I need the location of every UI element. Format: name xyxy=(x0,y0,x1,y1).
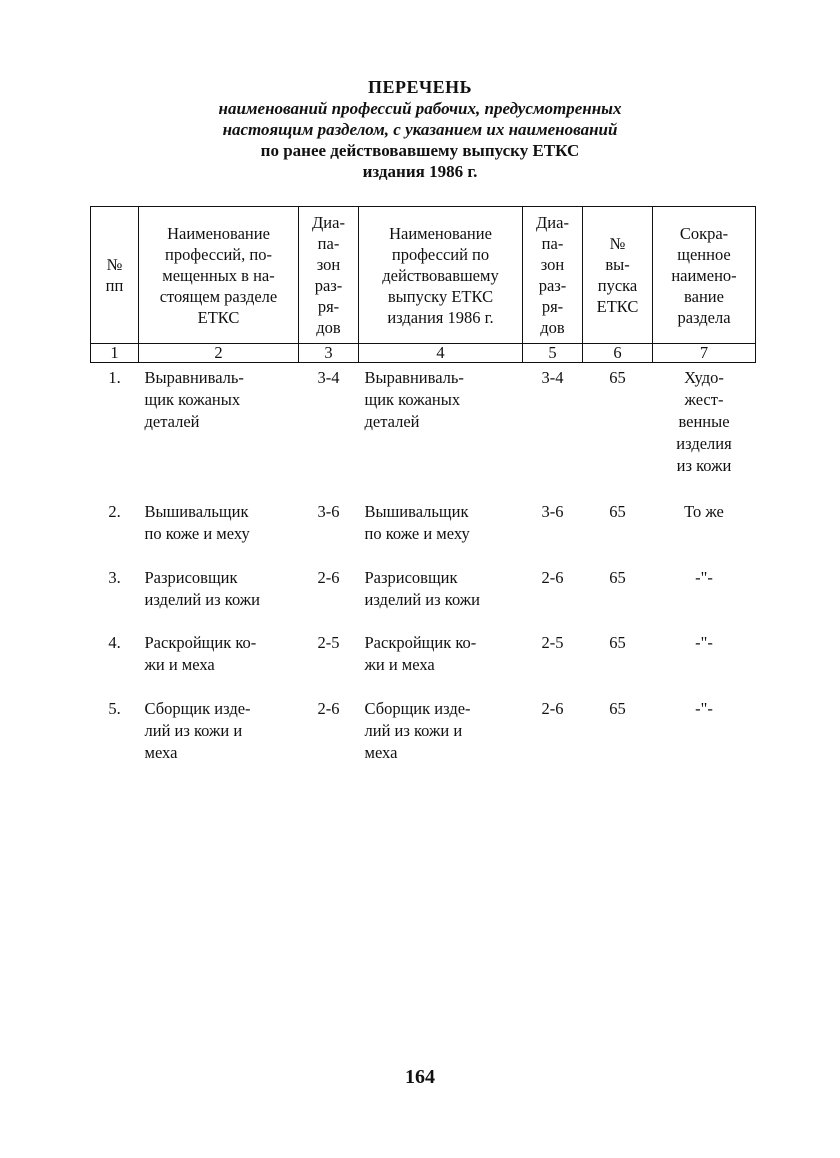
section-name-cell: То же xyxy=(684,501,724,521)
previous-profession-cell: Сборщик изде- лий из кожи и меха xyxy=(364,698,471,762)
current-grade-cell: 2-5 xyxy=(317,632,340,652)
current-profession-cell: Разрисовщик изделий из кожи xyxy=(144,567,261,609)
row-number-cell: 1. xyxy=(108,368,121,387)
current-grade-cell: 3-6 xyxy=(317,501,340,521)
issue-number-cell: 65 xyxy=(609,698,626,718)
current-profession-cell: Раскройщик ко- жи и меха xyxy=(144,632,257,674)
table-row xyxy=(91,497,756,563)
column-number-cell: 6 xyxy=(583,344,653,363)
document-subtitle-line-3: по ранее действовавшему выпуску ЕТКС xyxy=(260,141,580,160)
header-current-grade-range: Диа- па- зон раз- ря- дов xyxy=(299,207,359,344)
document-subtitle-line-4: издания 1986 г. xyxy=(362,162,478,181)
row-number-cell: 3. xyxy=(108,567,121,587)
row-number-cell: 5. xyxy=(108,698,121,718)
table-row xyxy=(91,363,756,497)
column-number-cell: 3 xyxy=(299,344,359,363)
header-current-profession-name: Наименование профессий, по- мещенных в на- стоящем разделе ЕТКС xyxy=(139,207,299,344)
document-subtitle-line-2: настоящим разделом, с указанием их наименований xyxy=(222,120,618,139)
issue-number-cell: 65 xyxy=(609,567,626,587)
table-row xyxy=(91,563,756,628)
section-name-cell: -"- xyxy=(695,698,713,718)
header-section-short-name: Сокра- щенное наимено- вание раздела xyxy=(653,207,756,344)
current-profession-cell: Сборщик изде- лий из кожи и меха xyxy=(144,698,251,762)
table-header-row xyxy=(91,207,756,344)
issue-number-cell: 65 xyxy=(609,632,626,652)
current-grade-cell: 2-6 xyxy=(317,567,340,587)
page-number: 164 xyxy=(405,1066,435,1088)
column-number-cell: 7 xyxy=(653,344,756,363)
current-profession-cell: Выравниваль- щик кожаных деталей xyxy=(144,368,244,431)
document-title: ПЕРЕЧЕНЬ xyxy=(367,77,473,97)
section-name-cell: Худо- жест- венные изделия из кожи xyxy=(676,368,732,475)
previous-profession-cell: Выравниваль- щик кожаных деталей xyxy=(364,368,464,431)
section-name-cell: -"- xyxy=(695,567,713,587)
column-number-cell: 4 xyxy=(359,344,523,363)
previous-grade-cell: 3-4 xyxy=(541,368,564,387)
column-number-cell: 1 xyxy=(91,344,139,363)
column-number-cell: 5 xyxy=(523,344,583,363)
previous-profession-cell: Раскройщик ко- жи и меха xyxy=(364,632,477,674)
previous-grade-cell: 2-6 xyxy=(541,698,564,718)
document-subtitle-line-1: наименований профессий рабочих, предусмотренных xyxy=(218,99,622,118)
previous-grade-cell: 3-6 xyxy=(541,501,564,521)
table-column-number-row xyxy=(91,344,756,363)
section-name-cell: -"- xyxy=(695,632,713,652)
current-grade-cell: 2-6 xyxy=(317,698,340,718)
document-heading xyxy=(0,76,840,182)
previous-profession-cell: Разрисовщик изделий из кожи xyxy=(364,567,481,609)
professions-table xyxy=(90,206,756,774)
column-number-cell: 2 xyxy=(139,344,299,363)
header-previous-profession-name: Наименование профессий по действовавшему выпуску ЕТКС издания 1986 г. xyxy=(359,207,523,344)
current-profession-cell: Вышивальщик по коже и меху xyxy=(144,501,250,543)
table-row xyxy=(91,694,756,774)
previous-grade-cell: 2-5 xyxy=(541,632,564,652)
header-previous-grade-range: Диа- па- зон раз- ря- дов xyxy=(523,207,583,344)
previous-profession-cell: Вышивальщик по коже и меху xyxy=(364,501,470,543)
row-number-cell: 2. xyxy=(108,501,121,521)
current-grade-cell: 3-4 xyxy=(317,368,340,387)
table-row xyxy=(91,628,756,694)
previous-grade-cell: 2-6 xyxy=(541,567,564,587)
issue-number-cell: 65 xyxy=(609,368,626,387)
header-etks-issue-number: № вы- пуска ЕТКС xyxy=(583,207,653,344)
header-row-number: № пп xyxy=(91,207,139,344)
row-number-cell: 4. xyxy=(108,632,121,652)
issue-number-cell: 65 xyxy=(609,501,626,521)
